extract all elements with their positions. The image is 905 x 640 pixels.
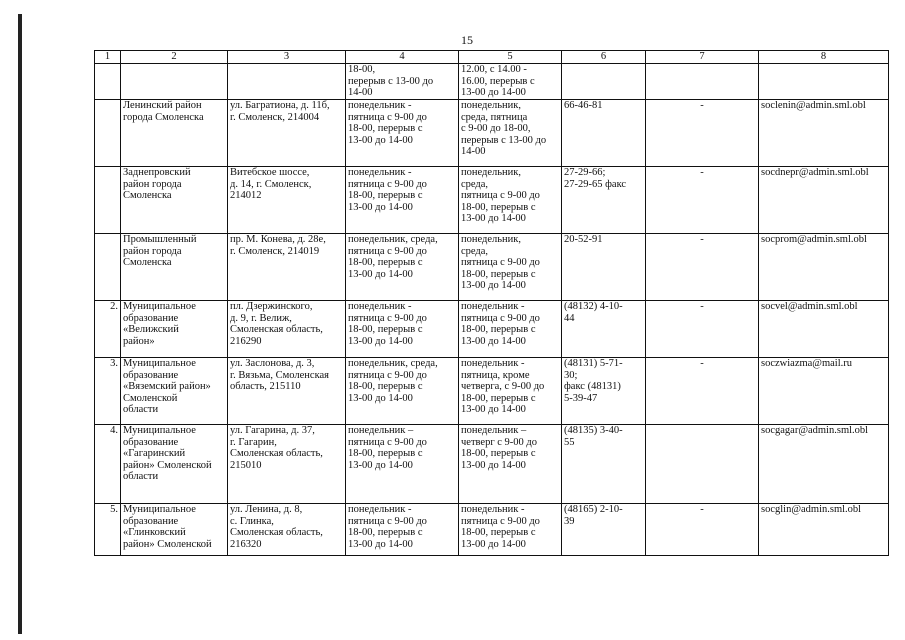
address-line: Смоленская область,: [230, 324, 323, 335]
table-row: [95, 64, 889, 100]
column-number-row: [95, 51, 889, 64]
phone-line: (48135) 3-40-: [564, 425, 623, 436]
address: [228, 64, 346, 100]
reception-hours-line: четверг с 9-00 до: [461, 436, 538, 448]
address-line: Смоленская область,: [230, 527, 323, 538]
address-line: д. 14, г. Смоленск,: [230, 178, 312, 190]
table-row: [95, 504, 889, 556]
agency-name: [121, 504, 228, 556]
row-number: [95, 167, 121, 234]
phone-line: (48165) 2-10-: [564, 504, 623, 515]
address-line: пл. Дзержинского,: [230, 301, 313, 312]
reception-hours-line: 18-00, перерыв с: [461, 527, 536, 538]
working-hours: [346, 504, 459, 556]
phone: [562, 167, 646, 234]
reception-hours-line: 18-00, перерыв с: [461, 448, 536, 459]
agency-name-line: район города: [123, 245, 182, 257]
column-number-1: 1: [95, 51, 121, 64]
row-number: 2.: [95, 301, 121, 358]
agency-name-line: образование: [123, 515, 179, 527]
agency-name: [121, 100, 228, 167]
working-hours-line: 13-00 до 14-00: [348, 268, 413, 280]
working-hours-line: 13-00 до 14-00: [348, 335, 413, 347]
agency-name-line: Муниципальное: [123, 504, 196, 515]
table-row: [95, 100, 889, 167]
agency-name-line: образование: [123, 369, 179, 381]
column-7-value: [646, 425, 759, 504]
address-line: д. 9, г. Велиж,: [230, 312, 292, 324]
email-link[interactable]: socgagar@admin.sml.obl: [759, 425, 889, 504]
phone-line: 66-46-81: [564, 100, 603, 111]
reception-hours-line: 13-00 до 14-00: [461, 280, 526, 291]
working-hours-line: понедельник –: [348, 425, 414, 436]
table-row: [95, 358, 889, 425]
reception-hours-line: пятница, кроме: [461, 369, 530, 381]
agency-name-line: район города: [123, 178, 182, 190]
email-link[interactable]: socglin@admin.sml.obl: [759, 504, 889, 556]
agency-name: [121, 167, 228, 234]
phone: [562, 100, 646, 167]
agency-name: [121, 425, 228, 504]
email-link[interactable]: socdnepr@admin.sml.obl: [759, 167, 889, 234]
column-number-3: 3: [228, 51, 346, 64]
reception-hours-line: 18-00, перерыв с: [461, 201, 536, 213]
reception-hours-line: понедельник -: [461, 358, 525, 369]
phone-line: 20-52-91: [564, 234, 603, 245]
row-number: [95, 64, 121, 100]
address-line: г. Смоленск, 214004: [230, 111, 320, 123]
agency-name-line: образование: [123, 312, 179, 324]
address-line: 216320: [230, 538, 262, 550]
agency-name-line: «Глинковский: [123, 527, 186, 538]
reception-hours-line: с 9-00 до 18-00,: [461, 123, 531, 134]
reception-hours-line: 13-00 до 14-00: [461, 213, 526, 224]
working-hours-line: пятница с 9-00 до: [348, 436, 427, 448]
agency-name-line: «Велижский: [123, 324, 179, 335]
agency-name-line: Промышленный: [123, 234, 197, 245]
phone-line: 27-29-65 факс: [564, 178, 627, 190]
working-hours: [346, 425, 459, 504]
working-hours-line: пятница с 9-00 до: [348, 369, 427, 381]
agency-name-line: области: [123, 471, 159, 482]
reception-hours-line: пятница с 9-00 до: [461, 312, 540, 324]
phone-line: 27-29-66;: [564, 167, 606, 178]
row-number: 4.: [95, 425, 121, 504]
row-number: [95, 234, 121, 301]
working-hours-line: 13-00 до 14-00: [348, 392, 413, 404]
reception-hours-line: пятница с 9-00 до: [461, 190, 540, 201]
reception-hours-line: 13-00 до 14-00: [461, 538, 526, 550]
column-number-4: 4: [346, 51, 459, 64]
phone-line: факс (48131): [564, 381, 621, 392]
reception-hours-line: понедельник -: [461, 301, 525, 312]
working-hours-line: 18-00, перерыв с: [348, 527, 423, 538]
reception-hours: [459, 234, 562, 301]
address-line: г. Гагарин,: [230, 436, 277, 448]
column-7-value: -: [646, 100, 759, 167]
address-line: Витебское шоссе,: [230, 167, 310, 178]
working-hours-line: пятница с 9-00 до: [348, 178, 427, 190]
reception-hours-line: 18-00, перерыв с: [461, 324, 536, 335]
reception-hours-line: 18-00, перерыв с: [461, 268, 536, 280]
reception-hours: [459, 425, 562, 504]
working-hours-line: перерыв с 13-00 до: [348, 75, 434, 87]
agency-name-line: области: [123, 404, 159, 415]
agency-name-line: Муниципальное: [123, 425, 196, 436]
agency-name-line: район» Смоленской: [123, 459, 212, 471]
reception-hours-line: 12.00, с 14.00 -: [461, 64, 527, 75]
reception-hours: [459, 358, 562, 425]
address: [228, 234, 346, 301]
agency-name-line: образование: [123, 436, 179, 448]
working-hours-line: понедельник -: [348, 167, 412, 178]
working-hours-line: 18-00, перерыв с: [348, 381, 423, 392]
reception-hours: [459, 167, 562, 234]
reception-hours-line: пятница с 9-00 до: [461, 257, 540, 268]
working-hours-line: понедельник -: [348, 100, 412, 111]
agency-table: [94, 50, 889, 556]
phone-line: 30;: [564, 369, 578, 381]
column-number-8: 8: [759, 51, 889, 64]
phone-line: 44: [564, 312, 575, 324]
agency-name-line: район»: [123, 335, 155, 347]
table-row: [95, 301, 889, 358]
working-hours-line: 18-00, перерыв с: [348, 190, 423, 201]
agency-name-line: Смоленской: [123, 392, 178, 404]
column-number-5: 5: [459, 51, 562, 64]
working-hours: [346, 100, 459, 167]
reception-hours-line: среда,: [461, 178, 489, 190]
working-hours: [346, 301, 459, 358]
reception-hours-line: среда, пятница: [461, 111, 528, 123]
address-line: ул. Ленина, д. 8,: [230, 504, 303, 515]
table-body: [95, 64, 889, 556]
working-hours: [346, 234, 459, 301]
agency-name-line: «Гагаринский: [123, 448, 186, 459]
reception-hours-line: понедельник -: [461, 504, 525, 515]
working-hours-line: понедельник -: [348, 301, 412, 312]
reception-hours-line: понедельник,: [461, 234, 522, 245]
phone-line: (48131) 5-71-: [564, 358, 623, 369]
phone: [562, 64, 646, 100]
column-7-value: -: [646, 301, 759, 358]
address-line: г. Смоленск, 214019: [230, 245, 320, 257]
column-7-value: -: [646, 167, 759, 234]
phone: [562, 504, 646, 556]
working-hours-line: 14-00: [348, 87, 373, 98]
address-line: 214012: [230, 190, 262, 201]
working-hours-line: 18-00, перерыв с: [348, 257, 423, 268]
working-hours-line: пятница с 9-00 до: [348, 111, 427, 123]
working-hours-line: 13-00 до 14-00: [348, 459, 413, 471]
reception-hours-line: понедельник,: [461, 100, 522, 111]
reception-hours-line: четверга, с 9-00 до: [461, 381, 545, 392]
agency-name: [121, 64, 228, 100]
reception-hours-line: среда,: [461, 245, 489, 257]
table-row: [95, 425, 889, 504]
agency-name-line: города Смоленска: [123, 111, 204, 123]
row-number: [95, 100, 121, 167]
working-hours-line: 13-00 до 14-00: [348, 134, 413, 146]
phone: [562, 425, 646, 504]
reception-hours-line: понедельник,: [461, 167, 522, 178]
working-hours-line: 18-00,: [348, 64, 376, 75]
table-row: [95, 234, 889, 301]
address-line: 216290: [230, 335, 262, 347]
reception-hours-line: пятница с 9-00 до: [461, 515, 540, 527]
reception-hours: [459, 301, 562, 358]
address-line: Смоленская область,: [230, 448, 323, 459]
working-hours-line: 13-00 до 14-00: [348, 201, 413, 213]
column-7-value: [646, 64, 759, 100]
address-line: пр. М. Конева, д. 28е,: [230, 234, 326, 245]
agency-name: [121, 301, 228, 358]
column-number-2: 2: [121, 51, 228, 64]
address-line: область, 215110: [230, 381, 301, 392]
working-hours: [346, 64, 459, 100]
agency-name-line: Ленинский район: [123, 100, 202, 111]
working-hours: [346, 167, 459, 234]
agency-name-line: район» Смоленской: [123, 538, 212, 550]
working-hours-line: пятница с 9-00 до: [348, 312, 427, 324]
email-link[interactable]: socprom@admin.sml.obl: [759, 234, 889, 301]
working-hours: [346, 358, 459, 425]
phone: [562, 234, 646, 301]
address: [228, 425, 346, 504]
working-hours-line: понедельник -: [348, 504, 412, 515]
reception-hours-line: 13-00 до 14-00: [461, 335, 526, 347]
reception-hours-line: понедельник –: [461, 425, 527, 436]
email-link: [759, 64, 889, 100]
reception-hours: [459, 64, 562, 100]
email-link[interactable]: soclenin@admin.sml.obl: [759, 100, 889, 167]
reception-hours-line: 18-00, перерыв с: [461, 392, 536, 404]
agency-name-line: Заднепровский: [123, 167, 191, 178]
address-line: ул. Багратиона, д. 11б,: [230, 100, 330, 111]
working-hours-line: 18-00, перерыв с: [348, 448, 423, 459]
agency-name-line: Муниципальное: [123, 358, 196, 369]
agency-name: [121, 234, 228, 301]
address: [228, 358, 346, 425]
phone: [562, 358, 646, 425]
address-line: ул. Гагарина, д. 37,: [230, 425, 315, 436]
reception-hours-line: перерыв с 13-00 до: [461, 134, 547, 146]
table-row: [95, 167, 889, 234]
working-hours-line: пятница с 9-00 до: [348, 245, 427, 257]
column-7-value: -: [646, 358, 759, 425]
reception-hours-line: 13-00 до 14-00: [461, 404, 526, 415]
agency-name: [121, 358, 228, 425]
agency-name-line: «Вяземский район»: [123, 381, 211, 392]
reception-hours: [459, 100, 562, 167]
address-line: 215010: [230, 459, 262, 471]
phone-line: 5-39-47: [564, 392, 598, 404]
reception-hours-line: 13-00 до 14-00: [461, 87, 526, 98]
reception-hours-line: 16.00, перерыв с: [461, 75, 535, 87]
working-hours-line: понедельник, среда,: [348, 234, 438, 245]
address: [228, 100, 346, 167]
column-7-value: -: [646, 504, 759, 556]
agency-name-line: Смоленска: [123, 257, 172, 268]
address: [228, 301, 346, 358]
working-hours-line: 18-00, перерыв с: [348, 324, 423, 335]
working-hours-line: 13-00 до 14-00: [348, 538, 413, 550]
column-number-6: 6: [562, 51, 646, 64]
address-line: с. Глинка,: [230, 515, 274, 527]
email-link[interactable]: soczwiazma@mail.ru: [759, 358, 889, 425]
page-number: 15: [461, 33, 473, 47]
phone-line: 39: [564, 515, 575, 527]
phone-line: (48132) 4-10-: [564, 301, 623, 312]
row-number: 5.: [95, 504, 121, 556]
address-line: г. Вязьма, Смоленская: [230, 369, 329, 381]
address-line: ул. Заслонова, д. 3,: [230, 358, 315, 369]
working-hours-line: 18-00, перерыв с: [348, 123, 423, 134]
agency-name-line: Муниципальное: [123, 301, 196, 312]
column-number-7: 7: [646, 51, 759, 64]
left-binding-bar: [18, 14, 22, 634]
working-hours-line: понедельник, среда,: [348, 358, 438, 369]
reception-hours-line: 14-00: [461, 146, 486, 157]
working-hours-line: пятница с 9-00 до: [348, 515, 427, 527]
column-7-value: -: [646, 234, 759, 301]
phone-line: 55: [564, 436, 575, 448]
address: [228, 504, 346, 556]
row-number: 3.: [95, 358, 121, 425]
address: [228, 167, 346, 234]
reception-hours: [459, 504, 562, 556]
reception-hours-line: 13-00 до 14-00: [461, 459, 526, 471]
phone: [562, 301, 646, 358]
agency-name-line: Смоленска: [123, 190, 172, 201]
email-link[interactable]: socvel@admin.sml.obl: [759, 301, 889, 358]
